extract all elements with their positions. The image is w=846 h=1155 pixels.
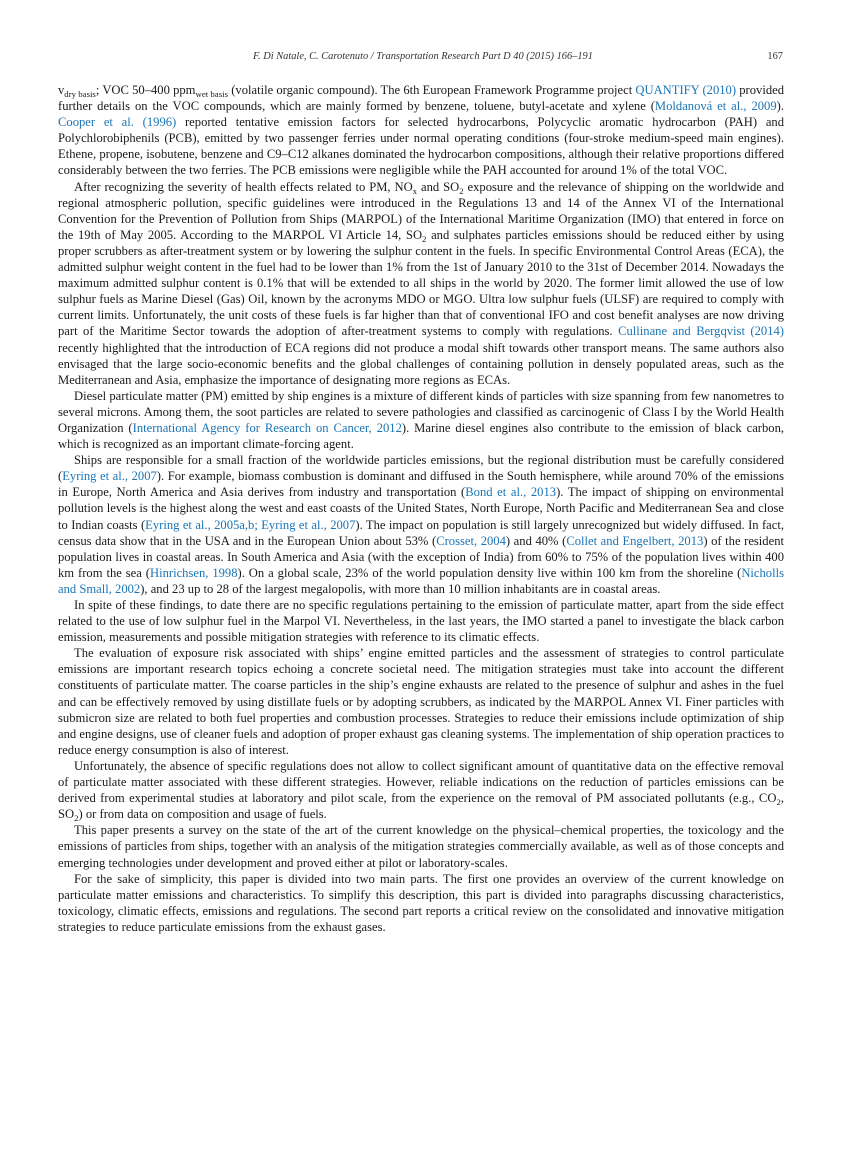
paragraph-regional-distribution: Ships are responsible for a small fraction of the worldwide particles emissions, but the regional distribution must be carefully considered (Eyring et al., 2007). For example, biomass combustion is dominant and diffused in the South hemisphere, while around 70% of the emissions in Europe, North America and Asia derives from industry and transportation (Bond et al., 2013). The impact of shipping on environmental pollution levels is the highest along the west and east coasts of the United States, North Europe, North Pacific and Mediterranean Sea and close to Indian coasts (Eyring et al., 2005a,b; Eyring et al., 2007). The impact on population is still largely unrecognized but widely diffused. In fact, census data show that in the USA and in the European Union about 53% (Crosset, 2004) and 40% (Collet and Engelbert, 2013) of the resident population lives in coastal areas. In South America and Asia (with the exception of India) from 60% to 75% of the population lives within 400 km from the sea (Hinrichsen, 1998). On a global scale, 23% of the world population density live within 100 km from the shoreline (Nicholls and Small, 2002), and 23 up to 28 of the largest megalopolis, with more than 10 million inhabitants are in coastal areas. [58,453,785,596]
ref-moldanova-2009[interactable]: Moldanová et al., 2009 [654,99,777,114]
ref-iarc-2012[interactable]: International Agency for Research on Cancer, 2012 [132,420,402,435]
paragraph-diesel-pm: Diesel particulate matter (PM) emitted by ship engines is a mixture of different kinds of particles with size spanning from few nanometres to several microns. Among them, the soot particles are related to severe pathologies and classified as carcinogenic of Class I by the World Health Organization (International Agency for Research on Cancer, 2012). Marine diesel engines also contribute to the emission of black carbon, which is recognized as an important climate-forcing agent. [58,388,785,452]
paragraph-exposure-risk: The evaluation of exposure risk associated with ships’ engine emitted particles and the assessment of strategies to control particulate emissions are important research topics echoing a concrete societal need. The mitigation strategies must take into account the different constituents of particulate matter. The coarse particles in the ship’s engine exhausts are related to the presence of sulphur and ashes in the fuel and can be effectively removed by using distillate fuels or by adopting scrubbers, as indicated by the MARPOL Annex VI. Finer particles with submicron size are related to both fuel properties and combustion processes. Strategies to reduce their emissions include optimization of ship and engine designs, use of cleaner fuels and adoption of proper exhaust gas cleaning systems. The implementation of ship operation practices to reduce energy consumption is also of interest. [58,646,784,757]
ref-bond-2013[interactable]: Bond et al., 2013 [465,485,557,500]
ref-eyring-2007[interactable]: Eyring et al., 2007 [62,469,157,484]
ref-cooper-1996[interactable]: Cooper et al. (1996) [58,115,177,130]
ref-cullinane-bergqvist-2014[interactable]: Cullinane and Bergqvist (2014) [618,324,784,339]
paragraph-paper-structure: For the sake of simplicity, this paper is divided into two main parts. The first one provides an overview of the current knowledge on particulate matter emissions and characteristics. To simplify this description, this part is divided into paragraphs discussing characteristics, toxicology, climatic effects, emissions and regulations. The second part reports a critical review on the consolidated and innovative mitigation strategies to reduce particulate emissions from the exhaust gases. [58,871,784,934]
page-number: 167 [767,51,783,62]
journal-citation: F. Di Natale, C. Carotenuto / Transportation Research Part D 40 (2015) 166–191 [253,51,593,62]
paragraph-no-regulations: In spite of these findings, to date there are no specific regulations pertaining to the emission of particulate matter, apart from the side effect related to the use of low sulphur fuel in the Marpol VI. Nevertheless, in the last years, the IMO started a panel to investigate the black carbon emission, measurements and possible mitigation strategies with reference to its climatic effects. [58,598,784,645]
ref-collet-engelbert-2013[interactable]: Collet and Engelbert, 2013 [566,533,704,548]
paragraph-marpol-regulations: After recognizing the severity of health effects related to PM, $NO_x$ and $SO_2$ exposure and the relevance of shipping on the worldwide and regional atmospheric pollution, specific guidelines were introduced in the Regulations 13 and 14 of the Annex VI of the International Convention for the Prevention of Pollution from Ships (MARPOL) of the International Maritime Organization (IMO) that entered in force on the 19th of May 2005. According to the MARPOL VI Article 14, $SO_2$ and sulphates particles emissions should be reduced either by using proper scrubbers as after-treatment system or by lowering the sulphur content in the fuels. In specific Environmental Control Areas (ECA), the admitted sulphur weight content in the fuel had to be lower than 1% from the 1st of January 2010 to the 31st of December 2014. Nowadays the maximum admitted sulphur content is 0.1% that will be extended to all ships in the world by 2020. The former limit allowed the use of low sulphur fuels as Marine Diesel (Gas) Oil, known by the acronyms MDO or MGO. Ultra low sulphur fuels (ULSF) are required to comply with current limits. Unfortunately, the unit costs of these fuels is far higher than that of conventional IFO and cost benefit analyses are now driving part of the Maritime Sector towards the adoption of after-treatment systems to comply with regulations. Cullinane and Bergqvist (2014) recently highlighted that the introduction of ECA regions did not produce a modal shift towards other transport means. The same authors also envisaged that the large socio-economic benefits and the global challenges of containing pollution in densely populated areas, such as the Mediterranean and Asia, emphasize the importance of designating more regions as ECAs. [58,179,784,387]
ref-hinrichsen-1998[interactable]: Hinrichsen, 1998 [149,565,238,580]
paragraph-paper-survey: This paper presents a survey on the state of the art of the current knowledge on the physical–chemical properties, the toxicology and the emissions of particles from ships, together with an analysis of the mitigation strategies commercially available, as well as of those concepts and emerging technologies under development and proved either at pilot or laboratory-scales. [58,823,784,870]
body-text [58,82,784,935]
ref-nicholls-small-2002[interactable]: Nicholls and Small, 2002 [58,565,785,596]
ref-quantify-2010[interactable]: QUANTIFY (2010) [635,83,737,97]
paragraph-voc-compounds: $v_{dry basis}$; VOC 50–400 ppm$_{wet basis}$ (volatile organic compound). The 6th European Framework Programme project QUANTIFY (2010) provided further details on the VOC compounds, which are mainly formed by benzene, toluene, butyl-acetate and xylene (Moldanová et al., 2009). Cooper et al. (1996) reported tentative emission factors for selected hydrocarbons, Polycyclic aromatic hydrocarbon (PAH) and Polychlorobiphenils (PCB), emitted by two passenger ferries under normal operating conditions (four-stroke medium-speed main engines). Ethene, propene, isobutene, benzene and C9–C12 alkanes dominated the hydrocarbon compositions, although their relative proportions differed considerably between the two ferries. The PCB emissions were negligible while the PAH accounted for around 1% of the total VOC. [58,83,785,178]
running-head [58,51,788,67]
ref-eyring-2005-2007[interactable]: Eyring et al., 2005a,b; Eyring et al., 2007 [145,517,356,532]
ref-crosset-2004[interactable]: Crosset, 2004 [436,533,506,548]
paragraph-quantitative-data: Unfortunately, the absence of specific regulations does not allow to collect significant amount of quantitative data on the effective removal of particulate matter associated with these different strategies. However, reliable indications on the reduction of particles emissions can be derived from experimental studies at laboratory and pilot scale, from the experience on the removal of PM associated pollutants (e.g., $CO_2$, $SO_2$) or from data on composition and usage of fuels. [58,758,784,824]
